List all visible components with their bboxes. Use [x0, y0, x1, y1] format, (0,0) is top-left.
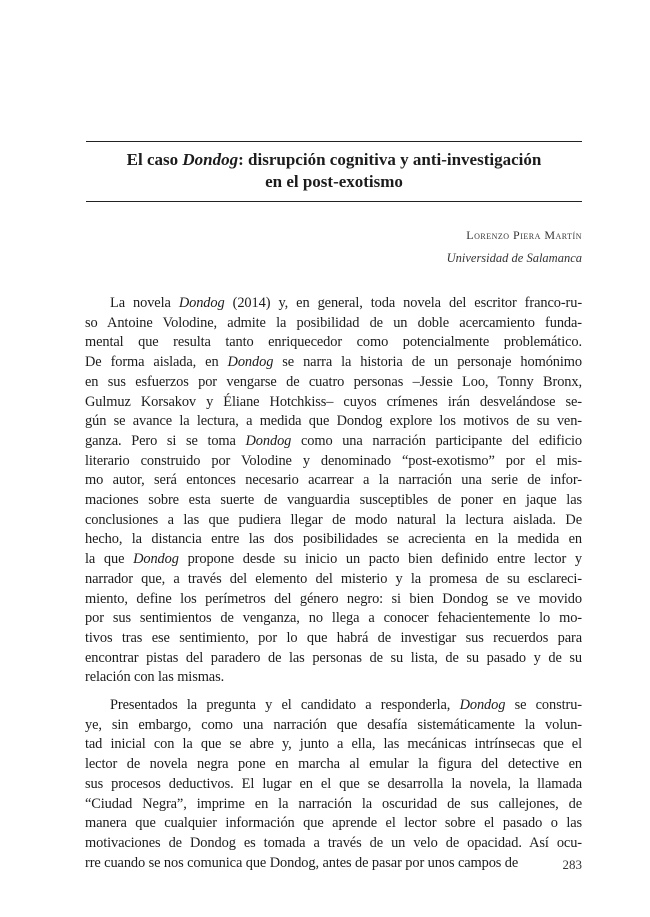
page-number: 283 [562, 857, 582, 872]
title-top-rule [86, 141, 582, 142]
author-affiliation: Universidad de Salamanca [446, 251, 582, 265]
text-line: tad inicial con la que se abre y, junto a ella, las mecánicas intrínsecas que el [85, 736, 582, 753]
text-line: mental que resulta tanto enriquecedor como potencialmente problemático. [85, 334, 582, 351]
italic-title: Dondog [227, 354, 274, 371]
text-line: rre cuando se nos comunica que Dondog, antes de pasar por unos campos de [85, 854, 519, 871]
title-italic-work: Dondog [182, 150, 239, 169]
text-line: “Ciudad Negra”, imprime en la narración la oscuridad de sus callejones, de [85, 795, 582, 812]
body-paragraph [85, 696, 582, 873]
text-line: lector de novela negra pone en marcha al emular la figura del detective en [85, 756, 582, 773]
text-line: tivos tras ese sentimiento, por lo que habrá de investigar sus recuerdos para [85, 629, 582, 646]
title-prefix: El caso [126, 150, 183, 169]
text-line: literario construido por Volodine y denominado “post-exotismo” por el mis- [85, 452, 582, 469]
italic-title: Dondog [245, 432, 292, 449]
text-line: gún se avance la lectura, a medida que Dondog explore los motivos de su ven- [85, 413, 582, 430]
italic-title: Dondog [178, 295, 225, 311]
text-line: miento, define los perímetros del género negro: si bien Dondog se ve movido [85, 590, 582, 607]
body-text [85, 294, 582, 873]
title-line-1 [86, 149, 582, 171]
text-line: la que Dondog propone desde su inicio un pacto bien definido entre lector y [85, 551, 582, 568]
author-name: Lorenzo Piera Martín [466, 228, 582, 242]
text-line: motivaciones de Dondog es tomada a través de un velo de opacidad. Así ocu- [85, 834, 582, 851]
text-line: hecho, la distancia entre las dos posibilidades se acrecienta en la medida en [85, 531, 582, 548]
text-line: Presentados la pregunta y el candidato a responderla, Dondog se constru- [110, 697, 582, 714]
paper-title [86, 149, 582, 193]
text-line: Gulmuz Korsakov y Éliane Hotchkiss– cuyos crímenes irán desvelándose se- [85, 393, 582, 410]
text-line: en sus esfuerzos por vengarse de cuatro personas –Jessie Loo, Tonny Bronx, [85, 373, 582, 390]
text-line: sus procesos deductivos. El lugar en el que se desarrolla la novela, la llamada [85, 775, 582, 792]
italic-title: Dondog [133, 551, 179, 568]
title-line-2: en el post-exotismo [265, 172, 403, 191]
text-line: ye, sin embargo, como una narración que desafía sistemáticamente la volun- [85, 716, 582, 733]
text-line: conclusiones a las que pudiera llegar de modo natural la lectura aislada. De [85, 511, 582, 528]
italic-title: Dondog [459, 697, 506, 714]
text-line: ganza. Pero si se toma Dondog como una narración participante del edificio [85, 432, 582, 449]
text-line: mo autor, será entonces necesario acarrear a la narración una serie de infor- [85, 472, 582, 489]
body-paragraph [85, 294, 582, 688]
title-bottom-rule [86, 201, 582, 202]
text-line: narrador que, a través del elemento del misterio y la promesa de su esclareci- [85, 570, 582, 587]
text-line: por sus sentimientos de venganza, no llega a conocer fehacientemente lo mo- [85, 610, 582, 627]
text-line: relación con las mismas. [85, 669, 225, 686]
text-line: La novela Dondog (2014) y, en general, toda novela del escritor franco-ru- [110, 295, 583, 311]
text-line: maciones sobre esta suerte de vanguardia susceptibles de poner en jaque las [85, 492, 582, 509]
text-line: encontrar pistas del paradero de las personas de su lista, de su pasado y de su [85, 649, 582, 666]
text-line: De forma aislada, en Dondog se narra la historia de un personaje homónimo [85, 354, 582, 371]
text-line: manera que cualquier información que aprende el lector sobre el pasado o las [85, 815, 582, 832]
title-suffix: : disrupción cognitiva y anti-investigación [238, 150, 542, 169]
text-line: so Antoine Volodine, admite la posibilidad de un doble acercamiento funda- [85, 314, 582, 331]
